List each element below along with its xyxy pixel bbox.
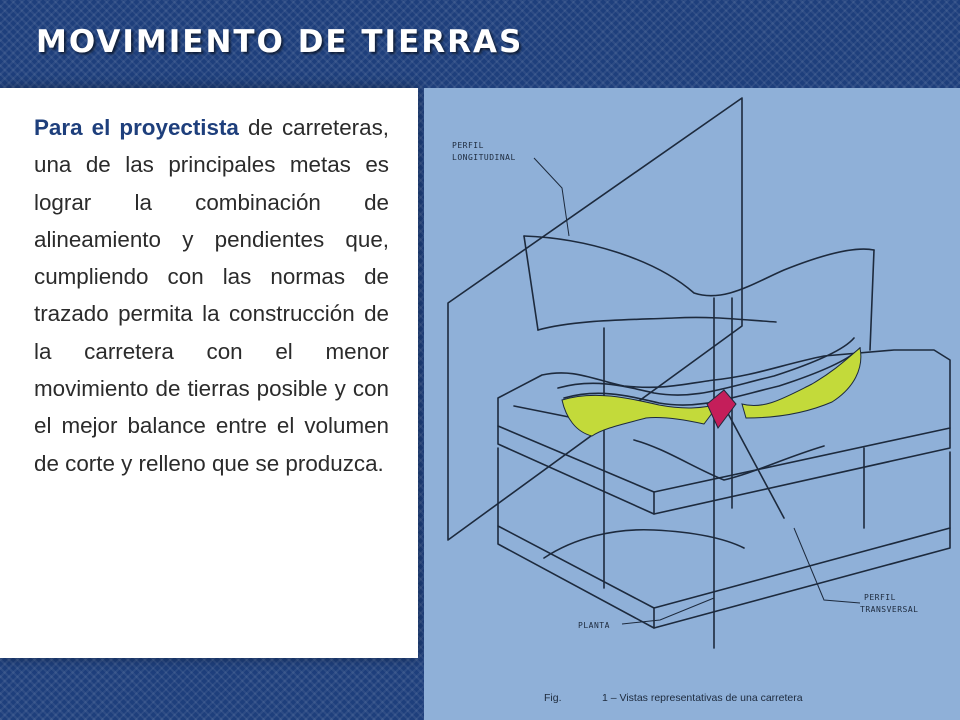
label-perfil-transversal-2: TRANSVERSAL	[860, 605, 919, 614]
body-lead: Para el proyectista	[34, 115, 239, 140]
cylinder-right-edge	[870, 250, 874, 350]
slide-title: MOVIMIENTO DE TIERRAS	[36, 24, 524, 60]
terrain-top-front-edge	[498, 426, 950, 514]
label-planta: PLANTA	[578, 621, 610, 630]
terrain-contour-1	[634, 440, 824, 480]
label-perfil-longitudinal-2: LONGITUDINAL	[452, 153, 516, 162]
longitudinal-plane	[448, 98, 742, 540]
leader-perfil-transversal	[794, 528, 860, 603]
cylinder-left-edge	[524, 236, 538, 330]
label-perfil-transversal-1: PERFIL	[864, 593, 896, 602]
base-block-top	[498, 448, 950, 608]
leader-planta	[622, 598, 714, 624]
leader-perfil-longitudinal	[534, 158, 569, 236]
terrain-top-outline	[498, 350, 950, 492]
body-paragraph	[34, 109, 389, 482]
body-rest: de carreteras, una de las principales metas es lograr la combinación de alineamiento y pendientes que, cumpliendo con las normas de trazado permita la construcción de la carretera con el menor movimiento de tierras posible y con el mejor balance entre el volumen de corte y relleno que se produzca.	[34, 115, 389, 476]
label-perfil-longitudinal-1: PERFIL	[452, 141, 484, 150]
road-diagram-figure	[424, 88, 960, 720]
figure-caption-prefix: Fig.	[544, 692, 562, 704]
road-diagram-svg	[424, 88, 960, 720]
section-pointer	[724, 406, 784, 518]
cut-fill-area-right	[742, 348, 861, 418]
figure-caption-text: 1 – Vistas representativas de una carretera	[602, 692, 803, 704]
cut-fill-area-left	[562, 395, 719, 436]
cylinder-top-edge	[524, 236, 874, 296]
